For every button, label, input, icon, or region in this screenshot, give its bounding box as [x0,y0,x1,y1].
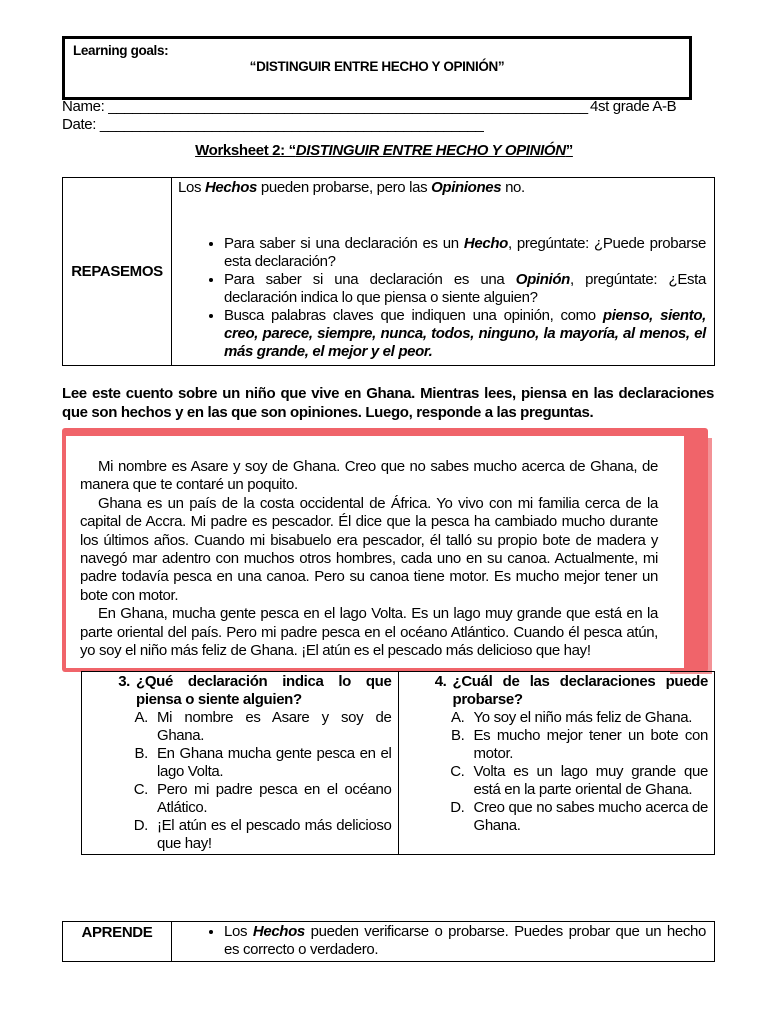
question-text: ¿Cuál de las declaraciones puede probarse? [452,673,708,708]
aprende-bullet: • Los Hechos pueden verificarse o probarse. Puedes probar que un hecho es correcto o verdadero. [224,923,706,959]
option-letter: A. [451,709,465,726]
aprende-content [172,922,715,962]
story-paragraph: Ghana es un país de la costa occidental de África. Yo vivo con mi familia cerca de la capital de Accra. Mi padre es pescador. Él dice que la pesca ha cambiado mucho durante los últimos años. Cuando mi bisabuelo era pescador, él talló su propio bote de madera y navegó mar adentro con muchos otros hombres, cada uno en su canoa. Actualmente, mi padre todavía pesca en una canoa. Pero su canoa tiene motor. Es mucho mejor tener un bote con motor. [80,494,658,604]
aprende-table [62,921,715,962]
name-field: Name: ____________________________________________________________ [62,98,588,115]
repasemos-table [62,177,715,366]
answer-option[interactable] [82,817,392,853]
repasemos-content [172,178,715,366]
learning-goals-title: “DISTINGUIR ENTRE HECHO Y OPINIÓN” [249,59,505,74]
answer-option[interactable] [399,727,709,763]
option-letter: A. [134,709,148,726]
story-paragraph: Mi nombre es Asare y soy de Ghana. Creo que no sabes mucho acerca de Ghana, de manera que te contaré un poquito. [80,458,658,494]
worksheet-title-text: Worksheet 2: “DISTINGUIR ENTRE HECHO Y OPINIÓN” [195,142,573,159]
option-letter: C. [133,781,148,798]
aprende-label: APRENDE [63,922,172,962]
date-field: Date: ________________________________________________ [62,116,484,133]
repasemos-label: REPASEMOS [63,178,172,366]
question-number: 4. [434,673,447,690]
option-text: Volta es un lago muy grande que está en la parte oriental de Ghana. [473,763,708,798]
story-text [80,458,658,660]
repasemos-intro: Los Hechos pueden probarse, pero las Opiniones no. [178,179,525,196]
question-text: ¿Qué declaración indica lo que piensa o siente alguien? [136,673,392,708]
option-text: Yo soy el niño más feliz de Ghana. [473,709,693,726]
repasemos-bullet: • Para saber si una declaración es un Hecho, pregúntate: ¿Puede probarse esta declaración? [224,235,706,271]
answer-option[interactable] [82,745,392,781]
questions-table [81,671,715,855]
option-text: Pero mi padre pesca en el océano Atlático. [157,781,392,816]
answer-option[interactable] [399,763,709,799]
repasemos-bullet: • Para saber si una declaración es una Opinión, pregúntate: ¿Esta declaración indica lo que piensa o siente alguien? [224,271,706,307]
answer-option[interactable] [399,799,709,835]
option-letter: D. [133,817,148,834]
option-text: Es mucho mejor tener un bote con motor. [473,727,708,762]
option-letter: D. [450,799,465,816]
grade-label: 4st grade A-B [590,98,677,115]
question-number: 3. [118,673,130,690]
reading-instructions: Lee este cuento sobre un niño que vive en Ghana. Mientras lees, piensa en las declaraciones que son hechos y en las que son opiniones. Luego, responde a las preguntas. [62,385,714,421]
repasemos-bullets [178,235,706,361]
question-4 [398,672,715,855]
learning-goals-box [62,36,692,100]
option-letter: C. [450,763,465,780]
option-text: En Ghana mucha gente pesca en el lago Volta. [157,745,392,780]
option-letter: B. [451,727,465,744]
question-3 [82,672,399,855]
answer-option[interactable] [82,709,392,745]
story-paragraph: En Ghana, mucha gente pesca en el lago Volta. Es un lago muy grande que está en la parte oriental del país. Pero mi padre pesca en el océano Atlántico. Cuando él pesca atún, yo soy el niño más feliz de Ghana. ¡El atún es el pescado más delicioso que hay! [80,605,658,660]
answer-option[interactable] [82,781,392,817]
worksheet-title [0,142,768,159]
option-text: Creo que no sabes mucho acerca de Ghana. [473,799,708,834]
answer-option[interactable] [399,709,709,727]
learning-goals-label: Learning goals: [73,43,169,58]
repasemos-bullet: • Busca palabras claves que indiquen una opinión, como pienso, siento, creo, parece, siempre, nunca, todos, ninguno, la mayoría, al menos, el más grande, el mejor y el peor. [224,307,706,361]
option-text: ¡El atún es el pescado más delicioso que hay! [157,817,392,852]
option-text: Mi nombre es Asare y soy de Ghana. [157,709,392,744]
option-letter: B. [134,745,148,762]
